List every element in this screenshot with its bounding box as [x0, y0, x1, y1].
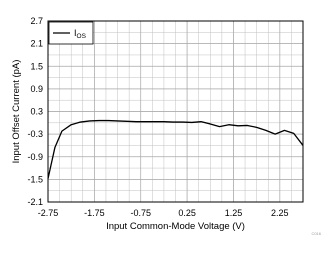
legend-label-main: I: [74, 28, 77, 38]
y-tick-label: 2.1: [30, 38, 43, 49]
figure-code: C016: [311, 231, 321, 236]
x-tick-label: -2.75: [37, 208, 59, 218]
x-axis-title: Input Common-Mode Voltage (V): [106, 221, 245, 232]
legend: [49, 22, 93, 44]
y-axis-title: Input Offset Current (pA): [11, 59, 22, 164]
x-tick-label: -0.75: [130, 208, 151, 218]
legend-label-sub: OS: [76, 33, 86, 40]
y-tick-label: 0.9: [30, 83, 43, 94]
x-tick-label: -1.75: [84, 208, 105, 218]
y-tick-label: -0.9: [27, 151, 43, 162]
y-tick-label: 1.5: [30, 61, 43, 72]
y-tick-labels: [27, 16, 43, 207]
x-tick-label: 2.25: [271, 208, 289, 218]
x-tick-label: 0.25: [178, 208, 196, 218]
y-tick-label: -1.5: [27, 174, 43, 185]
x-tick-label: 1.25: [224, 208, 243, 218]
y-tick-label: -2.1: [27, 197, 43, 207]
y-tick-label: 0.3: [30, 106, 43, 117]
y-tick-label: 2.7: [30, 16, 43, 26]
y-tick-label: -0.3: [27, 129, 43, 140]
